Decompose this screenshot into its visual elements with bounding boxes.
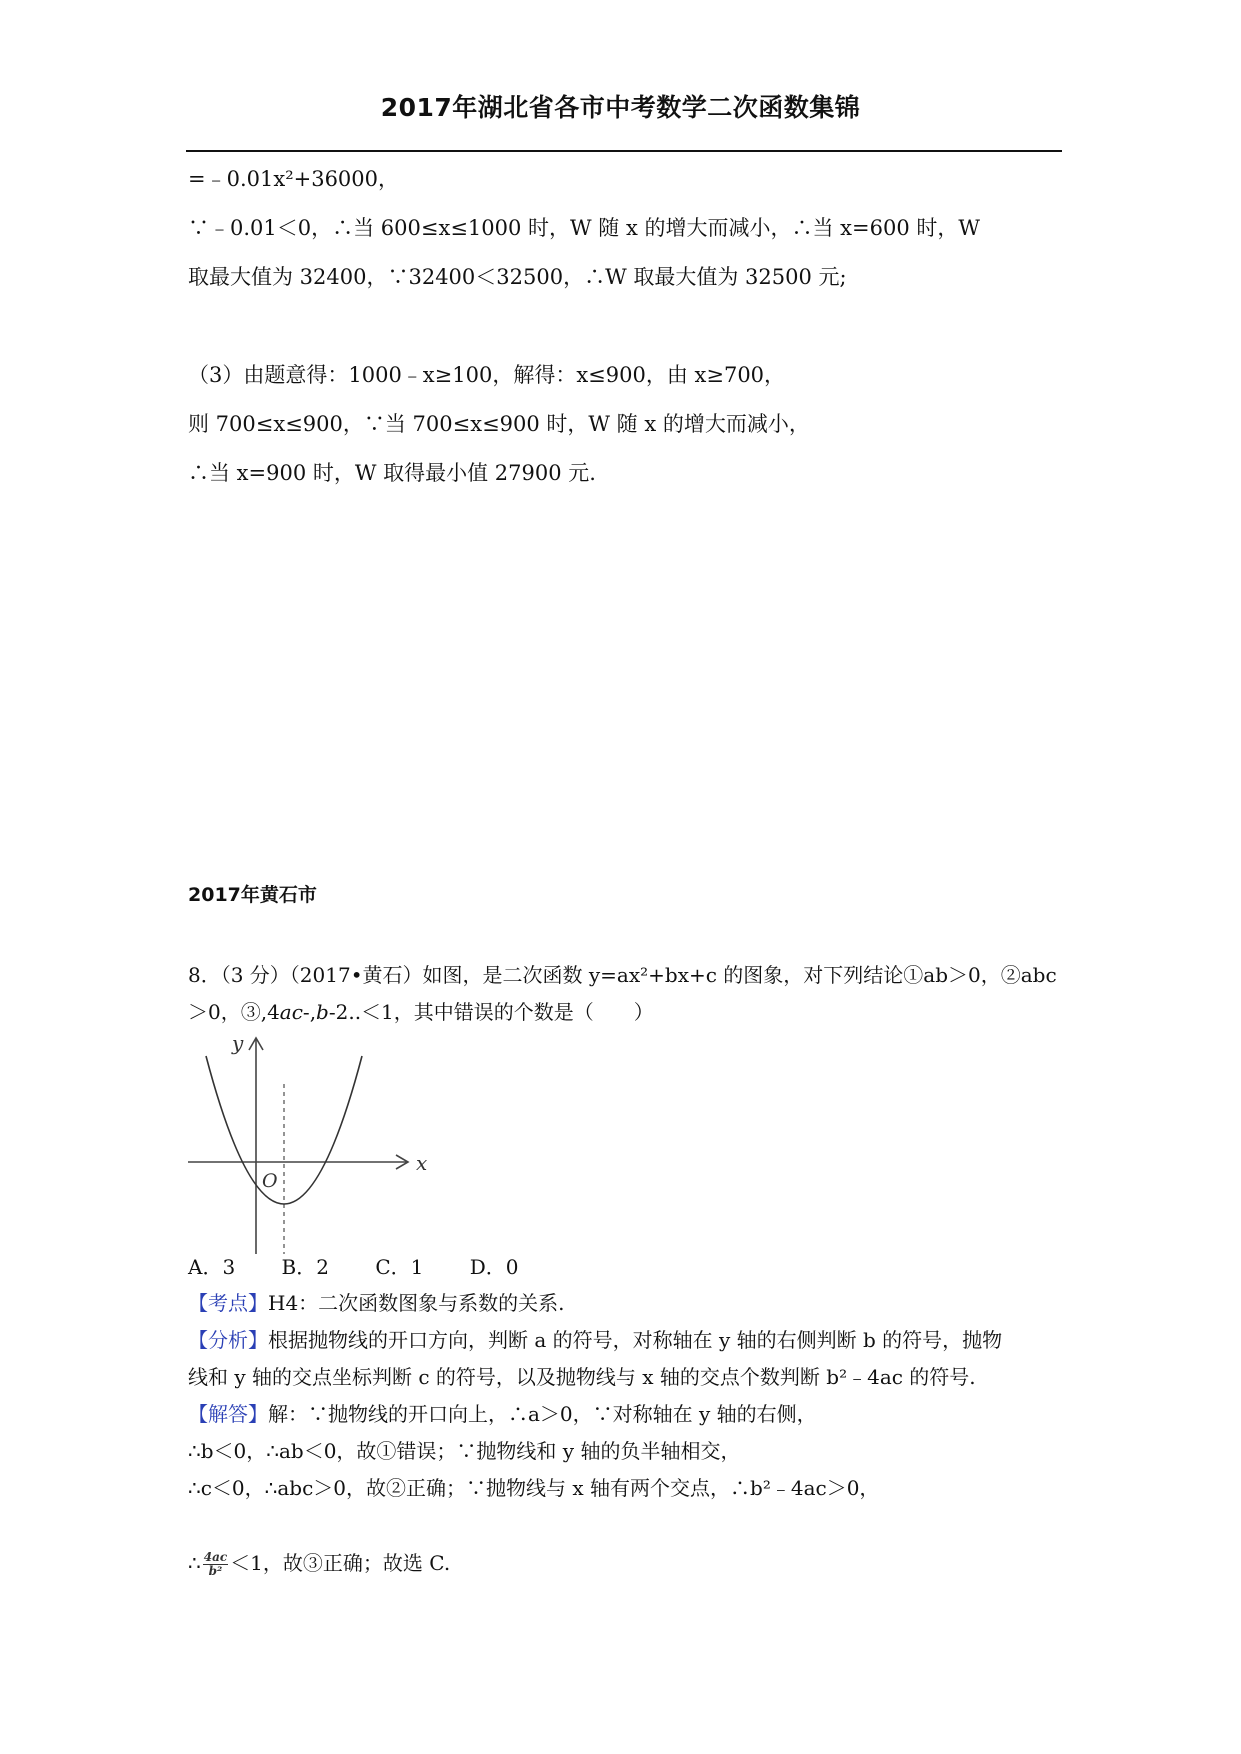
fenxi-text-1: 根据抛物线的开口方向，判断 a 的符号，对称轴在 y 轴的右侧判断 b 的符号，抛物 [268, 1328, 1003, 1352]
header-rule [186, 150, 1062, 152]
option-d: D．0 [469, 1255, 519, 1279]
solution-line-6: ∴当 x=900 时，W 取得最小值 27900 元. [188, 461, 596, 485]
parabola-graph [186, 1028, 436, 1256]
solution-line-2: ∵﹣0.01＜0，∴当 600≤x≤1000 时，W 随 x 的增大而减小，∴当 x=600 时，W [188, 216, 980, 240]
fenxi-line-2: 线和 y 轴的交点坐标判断 c 的符号，以及抛物线与 x 轴的交点个数判断 b²﹣4ac 的符号. [188, 1365, 976, 1389]
section-heading: 2017年黄石市 [188, 884, 317, 906]
solution-line-1: =﹣0.01x²+36000， [188, 167, 400, 191]
option-a: A．3 [188, 1255, 236, 1279]
solution-line-4: （3）由题意得：1000﹣x≥100，解得：x≤900，由 x≥700， [188, 363, 786, 387]
fraction-numerator: 4ac [203, 1550, 228, 1564]
jieda-line-3: ∴c＜0，∴abc＞0，故②正确；∵抛物线与 x 轴有两个交点，∴b²﹣4ac＞0， [188, 1476, 880, 1500]
fenxi-tag: 【分析】 [188, 1328, 268, 1352]
jieda-line-1 [188, 1399, 817, 1429]
question-stem-line-2: ＞0，③,4𝑎𝑐-,𝑏-2..＜1，其中错误的个数是（ ） [188, 1000, 654, 1024]
final-suffix: ＜1，故③正确；故选 C. [230, 1551, 451, 1575]
jieda-line-2: ∴b＜0，∴ab＜0，故①错误；∵抛物线和 y 轴的负半轴相交， [188, 1439, 741, 1463]
solution-line-5: 则 700≤x≤900，∵当 700≤x≤900 时，W 随 x 的增大而减小， [188, 412, 810, 436]
x-axis-label: x [416, 1151, 428, 1175]
fraction-4ac-over-b2 [203, 1551, 228, 1578]
jieda-text-1: 解：∵抛物线的开口向上，∴a＞0，∵对称轴在 y 轴的右侧， [268, 1402, 817, 1426]
option-b: B．2 [281, 1255, 329, 1279]
jieda-tag: 【解答】 [188, 1402, 268, 1426]
kaodian-text: H4：二次函数图象与系数的关系. [268, 1291, 565, 1315]
answer-options [188, 1252, 558, 1282]
option-c: C．1 [375, 1255, 424, 1279]
kaodian-tag: 【考点】 [188, 1291, 268, 1315]
origin-label: O [262, 1170, 278, 1192]
final-prefix: ∴ [188, 1551, 201, 1575]
solution-line-3: 取最大值为 32400，∵32400＜32500，∴W 取最大值为 32500 元; [188, 265, 847, 289]
jieda-final-line [188, 1548, 450, 1578]
question-stem-line-1: 8．（3 分）（2017•黄石）如图，是二次函数 y=ax²+bx+c 的图象，对下列结论①ab＞0，②abc [188, 963, 1057, 987]
kaodian-line [188, 1288, 565, 1318]
page-title: 2017年湖北省各市中考数学二次函数集锦 [380, 93, 861, 122]
y-axis-label: y [232, 1031, 244, 1055]
fraction-denominator: b² [208, 1564, 223, 1578]
fenxi-line-1 [188, 1325, 1002, 1355]
